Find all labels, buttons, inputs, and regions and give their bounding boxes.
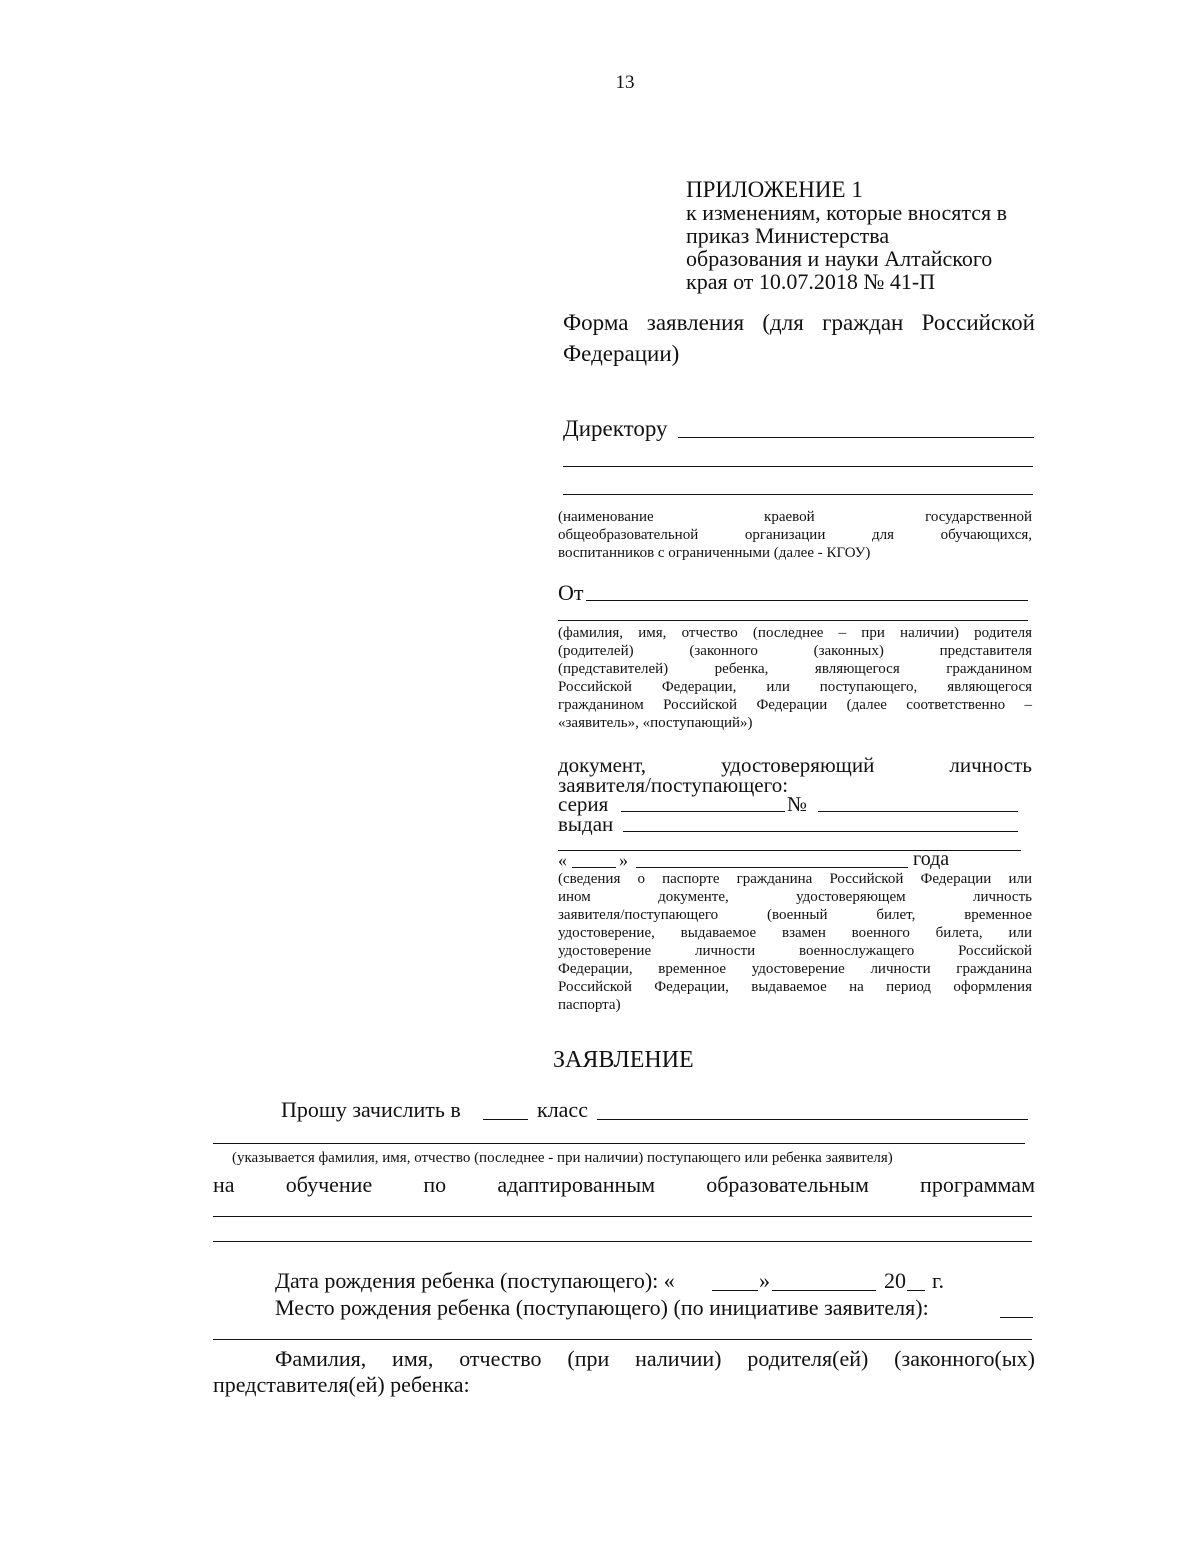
request-class-field[interactable] <box>597 1119 1028 1120</box>
birth-place-field-line2[interactable] <box>213 1339 1032 1340</box>
birth-place-label: Место рождения ребенка (поступающего) (по инициативе заявителя): <box>275 1295 929 1320</box>
form-title-line: Федерации) <box>563 341 680 366</box>
birth-month-field[interactable] <box>772 1290 876 1291</box>
from-note-line: (представителей) ребенка, являющегося гражданином <box>558 661 1032 677</box>
director-note-line: общеобразовательной организации для обучающихся, <box>558 527 1032 543</box>
from-field[interactable] <box>586 600 1028 601</box>
director-note <box>558 508 1032 562</box>
parents-line: представителя(ей) ребенка: <box>213 1372 470 1397</box>
issue-date-close: » <box>619 850 628 870</box>
student-name-field[interactable] <box>213 1143 1025 1144</box>
appendix-line: к изменениям, которые вносятся в <box>686 200 1008 225</box>
birth-day-field[interactable] <box>712 1290 758 1291</box>
page-number: 13 <box>615 72 635 93</box>
from-note-line: (фамилия, имя, отчество (последнее – при наличии) родителя <box>558 625 1032 641</box>
director-label: Директору <box>563 416 668 441</box>
director-note-line: воспитанников с ограниченными (далее - КГОУ) <box>558 545 871 561</box>
form-title-line: Форма заявления (для граждан Российской <box>563 310 1035 335</box>
from-note-line: Российской Федерации, или поступающего, являющегося <box>558 679 1032 695</box>
program-field[interactable] <box>213 1216 1032 1217</box>
series-label: серия <box>558 792 609 816</box>
issued-field[interactable] <box>623 831 1018 832</box>
from-note-line: гражданином Российской Федерации (далее соответственно – <box>558 697 1032 713</box>
director-note-line: (наименование краевой государственной <box>558 509 1032 525</box>
number-label: № <box>787 792 808 816</box>
birth-year-prefix: 20 <box>884 1268 906 1293</box>
document-note-line: удостоверение, выдаваемое взамен военного билета, или <box>558 925 1032 941</box>
appendix-line: приказ Министерства <box>686 223 890 248</box>
from-field-line2[interactable] <box>558 620 1028 621</box>
director-field[interactable] <box>678 437 1034 438</box>
appendix-title: ПРИЛОЖЕНИЕ 1 <box>686 177 863 202</box>
from-label: От <box>558 580 584 605</box>
year-label: года <box>913 848 950 870</box>
from-note-line: (родителей) (законного (законных) представителя <box>558 643 1032 659</box>
program-field-line2[interactable] <box>213 1241 1032 1242</box>
birth-date-close: » <box>759 1268 770 1293</box>
director-field-line3[interactable] <box>563 494 1033 495</box>
document-line: документ, удостоверяющий личность <box>558 753 1032 777</box>
series-field[interactable] <box>621 811 785 812</box>
issued-label: выдан <box>558 812 614 836</box>
from-note-line: «заявитель», «поступающий») <box>558 715 753 731</box>
appendix-line: края от 10.07.2018 № 41-П <box>686 269 936 294</box>
from-note <box>558 624 1032 732</box>
document-heading <box>558 755 1032 795</box>
issue-month-year-field[interactable] <box>636 867 908 868</box>
document-note-line: удостоверение личности военнослужащего Российской <box>558 943 1032 959</box>
director-field-line2[interactable] <box>563 466 1033 467</box>
appendix-header <box>686 178 1046 293</box>
parents-line: Фамилия, имя, отчество (при наличии) родителя(ей) (законного(ых) <box>275 1346 1035 1371</box>
document-line: заявителя/поступающего: <box>558 773 789 797</box>
document-note-line: Российской Федерации, выдаваемое на период оформления <box>558 979 1032 995</box>
request-note: (указывается фамилия, имя, отчество (последнее - при наличии) поступающего или ребенка заявителя) <box>232 1150 893 1166</box>
issue-day-field[interactable] <box>572 867 616 868</box>
class-number-field[interactable] <box>483 1119 528 1120</box>
birth-place-field[interactable] <box>1000 1317 1033 1318</box>
document-note-line: ином документе, удостоверяющем личность <box>558 889 1032 905</box>
document-note-line: Федерации, временное удостоверение личности гражданина <box>558 961 1032 977</box>
birth-date-label: Дата рождения ребенка (поступающего): « <box>275 1268 675 1293</box>
birth-year-field[interactable] <box>907 1290 925 1291</box>
number-field[interactable] <box>818 811 1018 812</box>
birth-year-suffix: г. <box>932 1268 945 1293</box>
appendix-line: образования и науки Алтайского <box>686 246 993 271</box>
request-prefix: Прошу зачислить в <box>281 1097 461 1122</box>
document-note <box>558 870 1032 1014</box>
document-note-line: (сведения о паспорте гражданина Российской Федерации или <box>558 871 1032 887</box>
issue-date-open: « <box>558 850 567 870</box>
statement-title: ЗАЯВЛЕНИЕ <box>553 1047 694 1073</box>
form-title <box>563 307 1035 369</box>
request-class-label: класс <box>537 1097 588 1122</box>
document-note-line: заявителя/поступающего (военный билет, временное <box>558 907 1032 923</box>
training-line: на обучение по адаптированным образовательным программам <box>213 1172 1035 1197</box>
document-note-line: паспорта) <box>558 997 621 1013</box>
